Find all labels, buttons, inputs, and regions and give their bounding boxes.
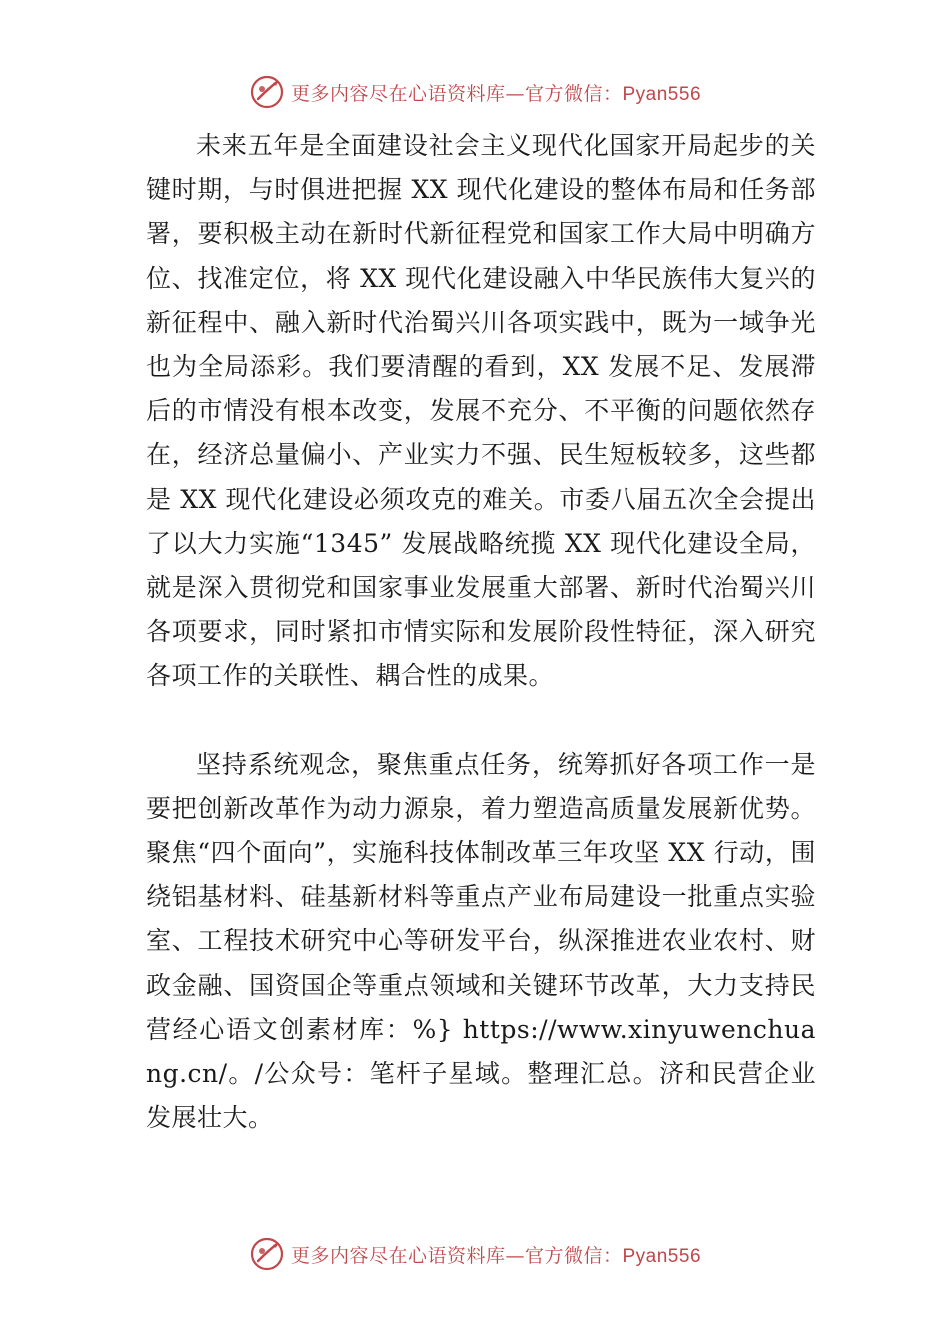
header-banner bbox=[0, 70, 950, 114]
header-banner-text: 更多内容尽在心语资料库—官方微信：Pyan556 bbox=[290, 82, 702, 105]
footer-banner-text: 更多内容尽在心语资料库—官方微信：Pyan556 bbox=[290, 1244, 702, 1267]
footer-banner bbox=[0, 1232, 950, 1276]
paragraph-2: 坚持系统观念，聚焦重点任务，统筹抓好各项工作一是要把创新改革作为动力源泉，着力塑造高质量发展新优势。聚焦“四个面向”，实施科技体制改革三年攻坚 XX 行动，围绕铝基材料、硅基新材料等重点产业布局建设一批重点实验室、工程技术研究中心等研发平台，纵深推进农业农村、财政金融、国资国企等重点领域和关键环节改革，大力支持民营经心语文创素材库：%} https://www.xinyuwenchuang.cn/。/公众号：笔杆子星域。整理汇总。济和民营企业发展壮大。 bbox=[146, 749, 816, 1133]
header-wechat-id: Pyan556 bbox=[622, 83, 702, 105]
footer-wechat-id: Pyan556 bbox=[622, 1245, 702, 1267]
document-body bbox=[146, 124, 816, 1140]
paragraph-1: 未来五年是全面建设社会主义现代化国家开局起步的关键时期，与时俱进把握 XX 现代化建设的整体布局和任务部署，要积极主动在新时代新征程党和国家工作大局中明确方位、找准定位，将 XX 现代化建设融入中华民族伟大复兴的新征程中、融入新时代治蜀兴川各项实践中，既为一域争光也为全局添彩。我们要清醒的看到，XX 发展不足、发展滞后的市情没有根本改变，发展不充分、不平衡的问题依然存在，经济总量偏小、产业实力不强、民生短板较多，这些都是 XX 现代化建设必须攻克的难关。市委八届五次全会提出了以大力实施“1345” 发展战略统揽 XX 现代化建设全局，就是深入贯彻党和国家事业发展重大部署、新时代治蜀兴川各项要求，同时紧扣市情实际和发展阶段性特征，深入研究各项工作的关联性、耦合性的成果。 bbox=[146, 131, 816, 691]
pen-logo-icon bbox=[249, 1236, 285, 1272]
pen-logo-icon bbox=[249, 74, 285, 110]
